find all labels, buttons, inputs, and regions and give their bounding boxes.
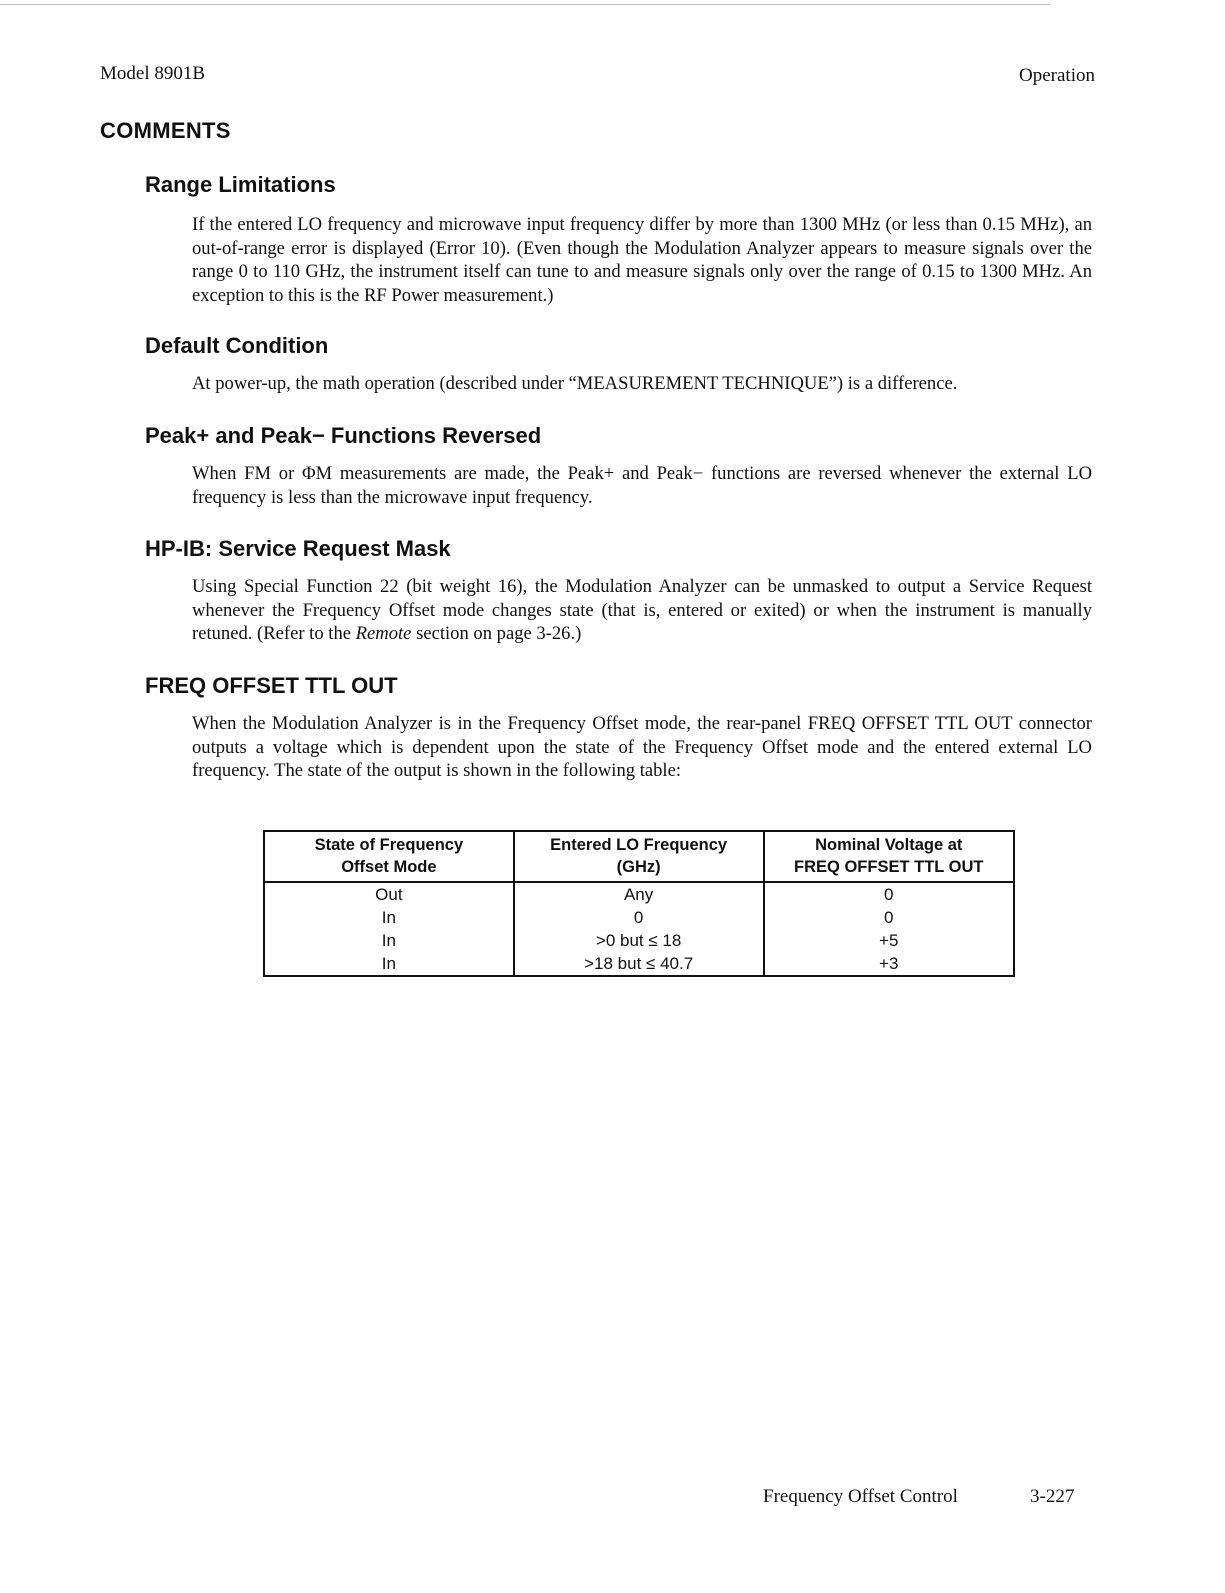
heading-range-limitations: Range Limitations (145, 172, 336, 197)
table-cell: >0 but ≤ 18 (514, 929, 764, 952)
paragraph-range-limitations: If the entered LO frequency and microwave input frequency differ by more than 1300 MHz (or less than 0.15 MHz), an out-of-range error is displayed (Error 10). (Even though the Modulation Analyzer appears to measure signals over the range 0 to 110 GHz, the instrument itself can tune to and measure signals only over the range of 0.15 to 1300 MHz. An exception to this is the RF Power measurement.) (192, 214, 1092, 306)
heading-default-condition: Default Condition (145, 333, 329, 358)
table-cell: In (381, 931, 396, 950)
heading-hpib-service-request: HP-IB: Service Request Mask (145, 536, 451, 561)
remote-reference-italic: Remote (355, 623, 412, 644)
table-cell: 0 (764, 906, 1015, 929)
table-cell: Out (375, 885, 403, 904)
paragraph-default-condition: At power-up, the math operation (described under “MEASUREMENT TECHNIQUE”) is a difference. (192, 373, 958, 394)
running-footer-title: Frequency Offset Control (763, 1486, 958, 1507)
table-cell: 0 (514, 906, 764, 929)
table-cell: >18 but ≤ 40.7 (514, 952, 764, 976)
running-header-model: Model 8901B (100, 63, 206, 84)
table-row (264, 929, 1014, 952)
paragraph-text-end: section on page 3-26.) (411, 623, 582, 644)
scan-top-rule (0, 4, 1050, 5)
table-cell: +3 (764, 952, 1015, 976)
table-cell: In (381, 908, 396, 927)
table-header-row (264, 831, 1014, 882)
table-cell: Any (514, 882, 764, 906)
page-number: 3-227 (1030, 1486, 1075, 1507)
paragraph-freq-offset-ttl-out: When the Modulation Analyzer is in the Frequency Offset mode, the rear-panel FREQ OFFSET TTL OUT connector outputs a voltage which is dependent upon the state of the Frequency Offset mode and the entered external LO frequency. The state of the output is shown in the following table: (192, 713, 1092, 781)
paragraph-hpib-service-request (192, 575, 1092, 646)
table-row (264, 882, 1014, 906)
table-row (264, 952, 1014, 976)
freq-offset-ttl-table (263, 830, 1015, 977)
table-header-cell: Nominal Voltage at FREQ OFFSET TTL OUT (764, 831, 1015, 882)
heading-freq-offset-ttl-out: FREQ OFFSET TTL OUT (145, 673, 398, 698)
paragraph-text-start: Using Special Function 22 (bit weight 16), the Modulation Analyzer can be unmasked to output a Service Request whenever the Frequency Offset mode changes state (that is, entered or exited) or when the instrument is manually retuned. (Refer to the (192, 576, 1092, 644)
running-header-section: Operation (1019, 65, 1095, 86)
paragraph-peak-functions: When FM or ΦM measurements are made, the Peak+ and Peak− functions are reversed whenever the external LO frequency is less than the microwave input frequency. (192, 463, 1092, 508)
table-cell: 0 (764, 882, 1015, 906)
table-cell: +5 (764, 929, 1015, 952)
heading-peak-functions: Peak+ and Peak− Functions Reversed (145, 423, 542, 448)
page-title: COMMENTS (100, 118, 231, 143)
table-cell: In (381, 954, 396, 973)
table-header-cell: Entered LO Frequency (GHz) (514, 831, 764, 882)
table-row (264, 906, 1014, 929)
table-header-cell: State of Frequency Offset Mode (264, 831, 514, 882)
